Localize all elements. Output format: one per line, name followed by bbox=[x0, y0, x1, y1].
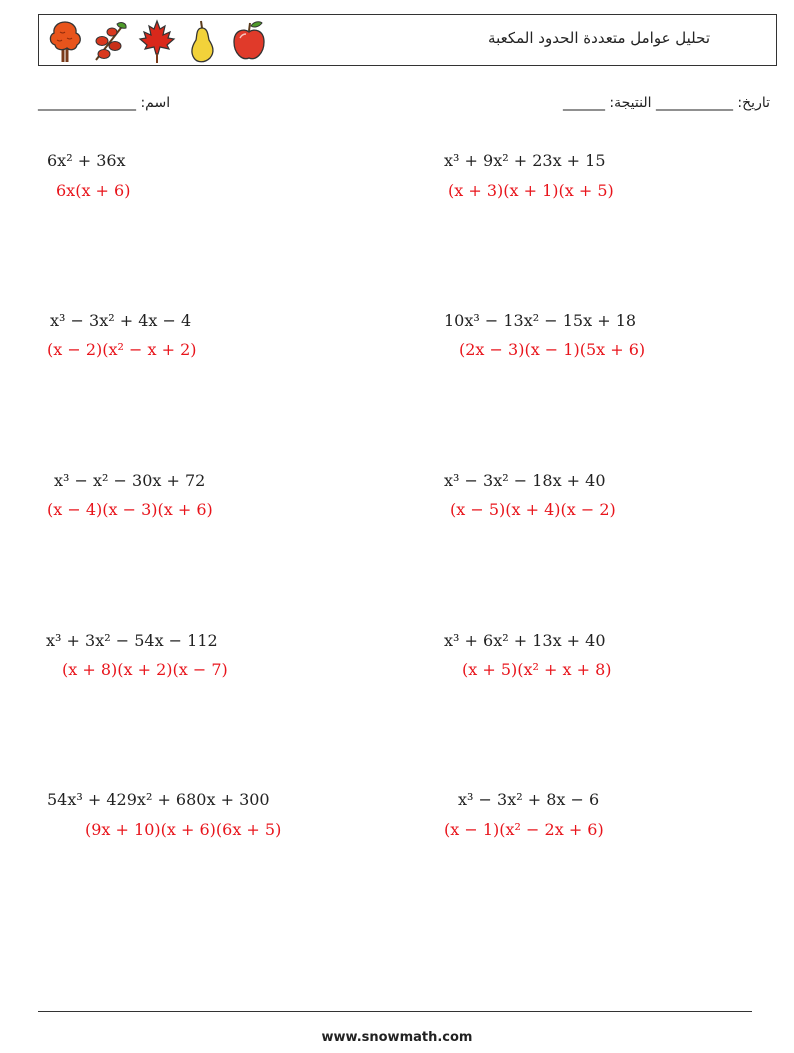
footer-divider bbox=[38, 1011, 752, 1012]
worksheet-title: تحليل عوامل متعددة الحدود المكعبة bbox=[488, 29, 710, 47]
answer-5: (x − 4)(x − 3)(x + 6) bbox=[47, 500, 213, 519]
answer-9: (9x + 10)(x + 6)(6x + 5) bbox=[85, 820, 282, 839]
pear-icon bbox=[183, 18, 223, 64]
question-3: x³ − 3x² + 4x − 4 bbox=[50, 311, 192, 330]
question-6: x³ − 3x² − 18x + 40 bbox=[444, 471, 606, 490]
question-2: x³ + 9x² + 23x + 15 bbox=[444, 151, 606, 170]
maple-leaf-icon bbox=[137, 18, 177, 64]
answer-4: (2x − 3)(x − 1)(5x + 6) bbox=[459, 340, 646, 359]
answer-1: 6x(x + 6) bbox=[56, 181, 131, 200]
question-9: 54x³ + 429x² + 680x + 300 bbox=[47, 790, 270, 809]
question-4: 10x³ − 13x² − 15x + 18 bbox=[444, 311, 637, 330]
answer-10: (x − 1)(x² − 2x + 6) bbox=[444, 820, 604, 839]
answer-6: (x − 5)(x + 4)(x − 2) bbox=[450, 500, 616, 519]
name-field: ______________ :اسم bbox=[38, 95, 171, 111]
answer-7: (x + 8)(x + 2)(x − 7) bbox=[62, 660, 228, 679]
rosehip-icon bbox=[91, 18, 131, 64]
worksheet-header bbox=[38, 14, 777, 66]
footer-url[interactable]: www.snowmath.com bbox=[321, 1030, 473, 1045]
apple-icon bbox=[229, 18, 269, 64]
answer-3: (x − 2)(x² − x + 2) bbox=[47, 340, 197, 359]
question-8: x³ + 6x² + 13x + 40 bbox=[444, 631, 606, 650]
answer-8: (x + 5)(x² + x + 8) bbox=[462, 660, 612, 679]
question-10: x³ − 3x² + 8x − 6 bbox=[458, 790, 600, 809]
date-score-field: ______ :تاريخ: ___________ النتيجة bbox=[562, 95, 770, 111]
question-1: 6x² + 36x bbox=[47, 151, 126, 170]
question-7: x³ + 3x² − 54x − 112 bbox=[46, 631, 218, 650]
answer-2: (x + 3)(x + 1)(x + 5) bbox=[448, 181, 614, 200]
question-5: x³ − x² − 30x + 72 bbox=[54, 471, 206, 490]
tree-icon bbox=[45, 18, 85, 64]
